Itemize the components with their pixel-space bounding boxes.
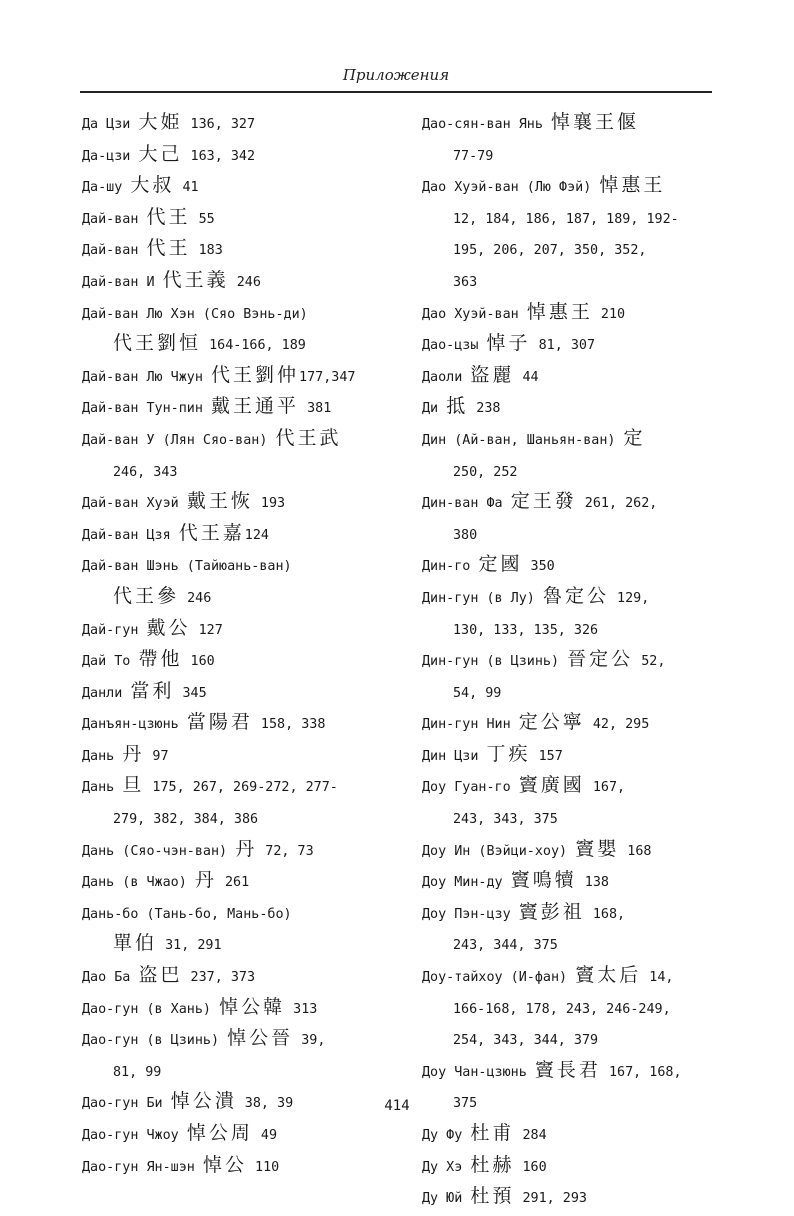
index-pages: 250, 252	[453, 464, 518, 480]
index-line	[422, 1024, 732, 1056]
index-term: Дань-бо (Тань-бо, Мань-бо)	[82, 906, 292, 922]
index-pages: 127	[190, 622, 223, 638]
index-characters: 丹	[235, 837, 258, 860]
index-line	[422, 1056, 732, 1088]
index-characters: 定王發	[510, 490, 577, 513]
index-characters: 旦	[122, 774, 145, 797]
index-characters: 悼惠王	[526, 300, 593, 323]
index-line	[422, 677, 732, 709]
index-term: Доу Ин (Вэйци-хоу)	[422, 843, 576, 859]
index-characters: 丹	[194, 869, 217, 892]
index-pages: 49	[252, 1128, 278, 1143]
index-pages: 136, 327	[182, 117, 256, 132]
index-line	[422, 203, 732, 235]
index-characters: 定國	[478, 553, 523, 576]
index-pages: 363	[453, 274, 478, 290]
index-characters: 大叔	[130, 174, 175, 197]
index-characters: 悼襄王偃	[551, 111, 640, 133]
index-pages: 237, 373	[182, 970, 256, 986]
index-pages: 81, 307	[530, 338, 596, 354]
index-line	[82, 298, 407, 330]
index-term: Да-шу	[82, 180, 131, 196]
index-pages: 246, 343	[113, 464, 178, 480]
index-pages: 72, 73	[257, 843, 314, 859]
index-pages: 168,	[584, 906, 626, 922]
index-characters: 竇彭祖	[518, 900, 585, 923]
index-line	[82, 329, 407, 361]
index-line	[422, 1119, 732, 1151]
index-term: Дао-гун Чжоу	[82, 1128, 187, 1143]
index-term: Да-цзи	[82, 148, 139, 164]
index-line	[82, 456, 407, 488]
index-column-right	[422, 108, 732, 1214]
index-characters: 悼公晉	[227, 1027, 294, 1050]
index-pages: 243, 343, 375	[453, 812, 558, 828]
index-term: Дао-гун Би	[82, 1096, 171, 1112]
index-characters: 悼惠王	[599, 174, 666, 197]
index-term: Дин (Ай-ван, Шаньян-ван)	[422, 432, 624, 448]
index-pages: 55	[190, 211, 215, 227]
index-line	[82, 519, 407, 551]
index-term: Дай-ван И	[82, 274, 163, 290]
index-characters: 盜麗	[470, 363, 515, 386]
index-term: Дао-гун (в Цзинь)	[82, 1033, 228, 1049]
index-characters: 竇太后	[575, 964, 642, 987]
index-term: Дин Цзи	[422, 748, 487, 764]
index-pages: 243, 344, 375	[453, 938, 558, 954]
index-term: Дин-гун (в Лу)	[422, 590, 543, 606]
index-line	[422, 234, 732, 266]
index-term: Ду Хэ	[422, 1159, 471, 1175]
index-term: Данли	[82, 685, 131, 701]
index-characters: 大姫	[138, 111, 183, 133]
index-line	[82, 771, 407, 803]
running-header	[80, 64, 712, 94]
index-characters: 晉定公	[567, 648, 634, 671]
index-line	[422, 550, 732, 582]
index-line	[422, 519, 732, 551]
index-line	[422, 771, 732, 803]
index-pages: 158, 338	[252, 717, 326, 733]
index-term: Данъян-цзюнь	[82, 717, 187, 733]
index-characters: 悼公潰	[170, 1090, 237, 1113]
index-line	[422, 140, 732, 172]
index-term: Дао-сян-ван Янь	[422, 117, 551, 132]
index-line	[422, 582, 732, 614]
index-term: Ду Юй	[422, 1191, 471, 1207]
index-characters: 悼公	[202, 1153, 247, 1176]
index-pages: 210	[592, 306, 626, 322]
index-line	[82, 898, 407, 930]
index-line	[422, 392, 732, 424]
index-pages: 350	[522, 559, 555, 575]
index-line	[82, 929, 407, 961]
index-line	[422, 993, 732, 1025]
index-characters: 丹	[122, 742, 145, 765]
index-characters: 杜預	[470, 1185, 515, 1208]
index-term: Дин-го	[422, 559, 479, 575]
index-pages: 110	[246, 1159, 280, 1175]
index-pages: 77-79	[453, 148, 494, 164]
index-line	[82, 677, 407, 709]
index-line	[82, 140, 407, 172]
index-pages: 138	[576, 875, 609, 891]
index-characters: 帶他	[138, 648, 183, 671]
index-term: Дань	[82, 748, 123, 764]
index-term: Дао-гун Ян-шэн	[82, 1159, 203, 1175]
index-pages: 313	[285, 1001, 318, 1017]
index-term: Дин-ван Фа	[422, 496, 511, 512]
index-characters: 定	[623, 426, 646, 449]
index-characters: 代王	[146, 237, 191, 260]
index-pages: 168	[619, 843, 652, 859]
index-line	[422, 487, 732, 519]
index-line	[422, 1182, 732, 1214]
index-line	[422, 361, 732, 393]
index-term: Доу Гуан-го	[422, 780, 519, 796]
index-line	[82, 582, 407, 614]
index-pages: 261	[216, 875, 250, 891]
running-title: Приложения	[342, 66, 450, 84]
index-term: Дай-ван Лю Чжун	[82, 369, 211, 385]
index-characters: 代王義	[162, 268, 229, 291]
index-pages: 167, 168,	[600, 1064, 682, 1080]
index-characters: 定公寧	[518, 711, 585, 734]
index-line	[82, 424, 407, 456]
index-pages: 12, 184, 186, 187, 189, 192-	[453, 211, 679, 227]
index-term: Дао-цзы	[422, 338, 487, 354]
index-pages: 193	[252, 496, 286, 512]
index-pages: 160	[182, 654, 215, 670]
index-line	[82, 614, 407, 646]
index-characters: 當陽君	[186, 711, 253, 734]
index-pages: 124	[244, 527, 269, 543]
index-term: Дань (в Чжао)	[82, 875, 195, 891]
index-term: Дай-гун	[82, 622, 147, 638]
index-term: Ду Фу	[422, 1128, 471, 1143]
index-characters: 杜赫	[470, 1153, 515, 1176]
index-characters: 竇嬰	[575, 837, 620, 860]
index-term: Доу Пэн-цзу	[422, 906, 519, 922]
index-characters: 丁疾	[486, 742, 531, 765]
index-pages: 97	[144, 748, 169, 764]
index-pages: 31, 291	[157, 938, 222, 954]
index-pages: 183	[190, 243, 223, 259]
index-term: Дао Хуэй-ван (Лю Фэй)	[422, 180, 600, 196]
index-term: Дао-гун (в Хань)	[82, 1001, 220, 1017]
index-pages: 381	[299, 401, 332, 417]
index-pages: 39,	[293, 1033, 326, 1049]
index-characters: 抵	[446, 395, 469, 418]
index-pages: 177,347	[299, 369, 356, 385]
index-line	[82, 961, 407, 993]
index-pages: 52,	[633, 654, 666, 670]
index-characters: 竇鳴犢	[510, 869, 577, 892]
index-characters: 魯定公	[542, 584, 609, 607]
index-pages: 345	[174, 685, 207, 701]
index-pages: 157	[530, 748, 563, 764]
index-line	[82, 487, 407, 519]
index-characters: 代王嘉	[178, 521, 245, 544]
index-line	[422, 266, 732, 298]
index-characters: 單伯	[113, 932, 158, 955]
index-line	[82, 361, 407, 393]
index-line	[422, 614, 732, 646]
index-term: Дай-ван	[82, 211, 147, 227]
index-line	[82, 993, 407, 1025]
index-pages: 279, 382, 384, 386	[113, 812, 259, 828]
index-pages: 54, 99	[453, 685, 502, 701]
index-pages: 44	[514, 369, 539, 385]
index-characters: 代王武	[275, 426, 342, 449]
index-pages: 42, 295	[584, 717, 650, 733]
index-line	[82, 108, 407, 140]
index-term: Дин-гун (в Цзинь)	[422, 654, 568, 670]
index-characters: 杜甫	[470, 1122, 515, 1144]
index-line	[82, 740, 407, 772]
index-line	[82, 803, 407, 835]
index-pages: 160	[514, 1159, 547, 1175]
index-pages: 81, 99	[113, 1064, 162, 1080]
index-term: Даоли	[422, 369, 471, 385]
index-term: Дай-ван Тун-пин	[82, 401, 211, 417]
index-pages: 175, 267, 269-272, 277-	[144, 780, 338, 796]
index-column-left	[82, 108, 407, 1182]
index-line	[82, 1056, 407, 1088]
index-term: Доу Чан-цзюнь	[422, 1064, 535, 1080]
index-characters: 悼公韓	[219, 995, 286, 1018]
index-line	[422, 898, 732, 930]
index-line	[422, 835, 732, 867]
index-term: Дао Ба	[82, 970, 139, 986]
index-term: Дай-ван Цзя	[82, 527, 179, 543]
index-pages: 41	[174, 180, 199, 196]
index-term: Ди	[422, 401, 447, 417]
index-line	[422, 171, 732, 203]
index-line	[82, 203, 407, 235]
index-term: Доу Мин-ду	[422, 875, 511, 891]
index-pages: 130, 133, 135, 326	[453, 622, 599, 638]
index-characters: 悼公周	[186, 1122, 253, 1144]
index-line	[422, 329, 732, 361]
index-pages: 129,	[608, 590, 650, 606]
index-characters: 代王參	[113, 584, 180, 607]
index-term: Дай То	[82, 654, 139, 670]
index-characters: 大己	[138, 142, 183, 165]
index-line	[422, 298, 732, 330]
index-line	[422, 424, 732, 456]
index-line	[422, 708, 732, 740]
index-line	[82, 708, 407, 740]
index-term: Дань	[82, 780, 123, 796]
index-line	[82, 835, 407, 867]
index-line	[82, 1024, 407, 1056]
index-line	[422, 740, 732, 772]
index-characters: 代王劉恒	[113, 332, 202, 355]
index-term: Дань (Сяо-чэн-ван)	[82, 843, 236, 859]
index-characters: 竇長君	[534, 1058, 601, 1081]
index-line	[82, 392, 407, 424]
index-line	[82, 234, 407, 266]
index-pages: 284	[514, 1128, 547, 1143]
header-rule	[80, 91, 712, 93]
index-pages: 261, 262,	[576, 496, 658, 512]
index-line	[422, 929, 732, 961]
index-pages: 380	[453, 527, 478, 543]
index-pages: 167,	[584, 780, 626, 796]
index-line	[82, 645, 407, 677]
index-line	[422, 961, 732, 993]
index-pages: 164-166, 189	[201, 338, 306, 354]
index-characters: 代王劉仲	[211, 363, 300, 386]
index-characters: 代王	[146, 205, 191, 228]
index-line	[422, 456, 732, 488]
index-characters: 竇廣國	[518, 774, 585, 797]
index-characters: 戴王通平	[211, 395, 300, 418]
index-line	[422, 1151, 732, 1183]
index-term: Дай-ван Хуэй	[82, 496, 187, 512]
index-pages: 166-168, 178, 243, 246-249,	[453, 1001, 671, 1017]
index-term: Доу-тайхоу (И-фан)	[422, 970, 576, 986]
index-characters: 悼子	[486, 332, 531, 355]
index-pages: 375	[453, 1096, 478, 1112]
index-pages: 254, 343, 344, 379	[453, 1033, 599, 1049]
index-pages: 246	[179, 590, 212, 606]
index-line	[422, 803, 732, 835]
index-characters: 戴王恢	[186, 490, 253, 513]
index-term: Дай-ван	[82, 243, 147, 259]
index-characters: 當利	[130, 679, 175, 702]
index-term: Дай-ван Шэнь (Тайюань-ван)	[82, 559, 292, 575]
index-pages: 14,	[641, 970, 674, 986]
index-pages: 291, 293	[514, 1191, 587, 1207]
index-pages: 163, 342	[182, 148, 256, 164]
index-characters: 戴公	[146, 616, 191, 639]
index-characters: 盗巴	[138, 964, 183, 987]
index-term: Дин-гун Нин	[422, 717, 519, 733]
index-term: Дао Хуэй-ван	[422, 306, 527, 322]
index-term: Дай-ван У (Лян Сяо-ван)	[82, 432, 276, 448]
index-line	[422, 645, 732, 677]
index-line	[82, 171, 407, 203]
index-line	[82, 266, 407, 298]
page-number: 414	[384, 1098, 410, 1114]
index-line	[82, 1119, 407, 1151]
index-pages: 195, 206, 207, 350, 352,	[453, 243, 647, 259]
index-term: Дай-ван Лю Хэн (Сяо Вэнь-ди)	[82, 306, 308, 322]
index-pages: 238	[468, 401, 501, 417]
index-line	[422, 866, 732, 898]
index-pages: 246	[228, 274, 261, 290]
index-term: Да Цзи	[82, 117, 139, 132]
index-line	[82, 866, 407, 898]
index-line	[422, 108, 732, 140]
index-line	[82, 550, 407, 582]
index-line	[82, 1151, 407, 1183]
index-pages: 38, 39	[236, 1096, 294, 1112]
